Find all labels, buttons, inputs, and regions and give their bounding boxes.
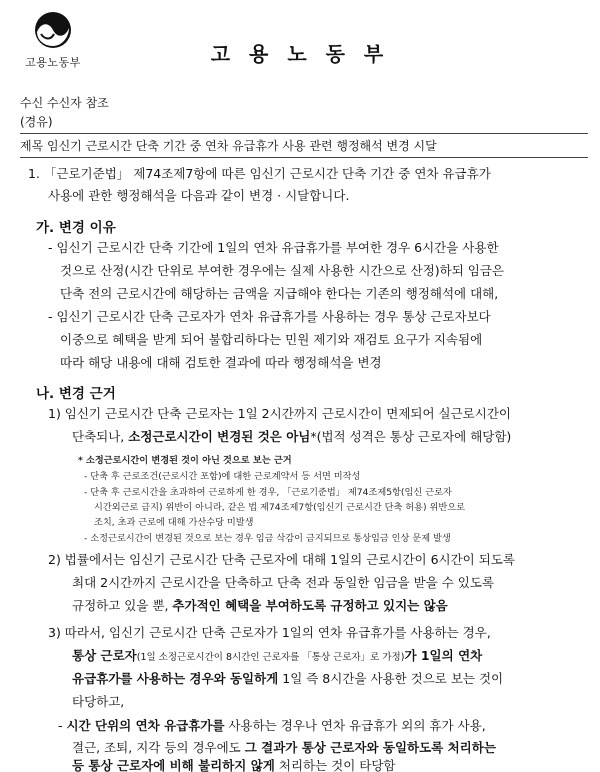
na-item-3-line-4: 타당하고, — [72, 694, 125, 709]
ga-item-2-line-3: 따라 해당 내용에 대해 검토한 결과에 따라 행정해석을 변경 — [60, 355, 382, 370]
dash-item-bullet: - — [58, 718, 67, 733]
na-item-3-emphasis-a: 통상 근로자 — [72, 648, 137, 663]
footnote-heading: * 소정근로시간이 변경된 것이 아닌 것으로 보는 근거 — [78, 455, 292, 466]
na-item-3-emphasis-b: 가 1일의 연차 — [404, 648, 483, 663]
org-name: 고용노동부 — [25, 56, 81, 69]
dash-item-line-1 — [58, 718, 486, 733]
paragraph-1-line-2: 사용에 관한 행정해석을 다음과 같이 변경 · 시달합니다. — [48, 188, 350, 203]
section-na-heading: 나. 변경 근거 — [36, 386, 116, 402]
na-item-1-emphasis: 소정근로시간이 변경된 것은 아님 — [128, 429, 311, 444]
na-item-3-emphasis-c: 유급휴가를 사용하는 경우와 동일하게 — [72, 671, 279, 686]
ga-item-1-line-2: 것으로 산정(시간 단위로 부여한 경우에는 실제 사용한 시간으로 산정)하되 임금은 — [60, 263, 504, 278]
dash-item-line-3 — [72, 758, 396, 772]
dash-item-text-d: 결근, 조퇴, 지각 등의 경우에도 — [72, 740, 245, 755]
ga-item-2-line-1: - 임신기 근로시간 단축 근로자가 연차 유급휴가를 사용하는 경우 통상 근로자보다 — [48, 309, 491, 324]
ga-item-1-line-3: 단축 전의 근로시간에 해당하는 금액을 지급해야 한다는 기존의 행정해석에 대해, — [60, 286, 499, 301]
dash-item-emphasis-a: 시간 단위의 연차 유급휴가를 — [66, 718, 225, 733]
dash-item-text-e: 처리하는 것이 타당함 — [274, 758, 396, 772]
dash-item-emphasis-b: 그 결과가 통상 근로자와 동일하도록 처리하는 — [244, 740, 496, 755]
na-item-2-line-1: 2) 법률에서는 임신기 근로시간 단축 근로자에 대해 1일의 근로시간이 6시간이 되도록 — [48, 552, 515, 567]
na-item-3-line-1: 3) 따라서, 임신기 근로시간 단축 근로자가 1일의 연차 유급휴가를 사용하는 경우, — [48, 625, 491, 640]
na-item-1-line-1: 1) 임신기 근로시간 단축 근로자는 1일 2시간까지 근로시간이 면제되어 실근로시간이 — [48, 406, 511, 421]
recipient-line: 수신 수신자 참조 — [20, 96, 109, 110]
paragraph-1-line-1: 1. 「근로기준법」 제74조제7항에 따른 임신기 근로시간 단축 기간 중 연차 유급휴가 — [28, 166, 491, 181]
na-item-1-line-2 — [72, 429, 511, 444]
na-item-3-line-2 — [72, 648, 482, 663]
na-item-2-line-3 — [72, 598, 448, 613]
dash-item-text-c: 사용하는 경우나 연차 유급휴가 외의 휴가 사용, — [224, 718, 486, 733]
na-item-2-emphasis: 추가적인 혜택을 부여하도록 규정하고 있지는 않음 — [172, 598, 448, 613]
footnote-item-2-line-3: 조치, 초과 근로에 대해 가산수당 미발생 — [94, 517, 254, 528]
na-item-3-line-3 — [72, 671, 503, 686]
dash-item-emphasis-c: 등 통상 근로자에 비해 불리하지 않게 — [72, 758, 275, 772]
na-item-1-text-a: 단축되나, — [72, 429, 129, 444]
na-item-2-text-a: 규정하고 있을 뿐, — [72, 598, 173, 613]
document-title: 고 용 노 동 부 — [210, 42, 390, 66]
footnote-item-1: - 단축 후 근로조건(근로시간 포함)에 대한 근로계약서 등 서면 미작성 — [84, 471, 361, 482]
na-item-3-assumption: (1일 소정근로시간이 8시간인 근로자를 「통상 근로자」로 가정) — [136, 652, 405, 663]
section-ga-heading: 가. 변경 이유 — [36, 220, 116, 236]
via-line: (경유) — [20, 115, 53, 129]
ga-item-1-line-1: - 임신기 근로시간 단축 기간에 1일의 연차 유급휴가를 부여한 경우 6시간을 사용한 — [48, 240, 499, 255]
subject-line: 제목 임신기 근로시간 단축 기간 중 연차 유급휴가 사용 관련 행정해석 변경 시달 — [20, 133, 588, 158]
na-item-2-line-2: 최대 2시간까지 근로시간을 단축하고 단축 전과 동일한 임금을 받을 수 있도록 — [72, 575, 495, 590]
dash-item-line-2 — [72, 740, 496, 755]
ga-item-2-line-2: 이중으로 혜택을 받게 되어 불합리하다는 민원 제기와 재검토 요구가 지속됨에 — [60, 332, 483, 347]
na-item-3-text-d: 1일 즉 8시간을 사용한 것으로 보는 것이 — [278, 671, 504, 686]
na-item-1-text-c: *(법적 성격은 통상 근로자에 해당함) — [310, 429, 512, 444]
footnote-item-3: - 소정근로시간이 변경된 것으로 보는 경우 임금 삭감이 금지되므로 통상임금 인상 문제 발생 — [84, 533, 451, 544]
footnote-item-2-line-1: - 단축 후 근로시간을 초과하여 근로하게 한 경우, 「근로기준법」 제74조제5항(임신 근로자 — [84, 487, 452, 498]
footnote-item-2-line-2: 시간외근로 금지) 위반이 아니라, 같은 법 제74조제7항(임신기 근로시간 단축 허용) 위반으로 — [94, 502, 466, 513]
